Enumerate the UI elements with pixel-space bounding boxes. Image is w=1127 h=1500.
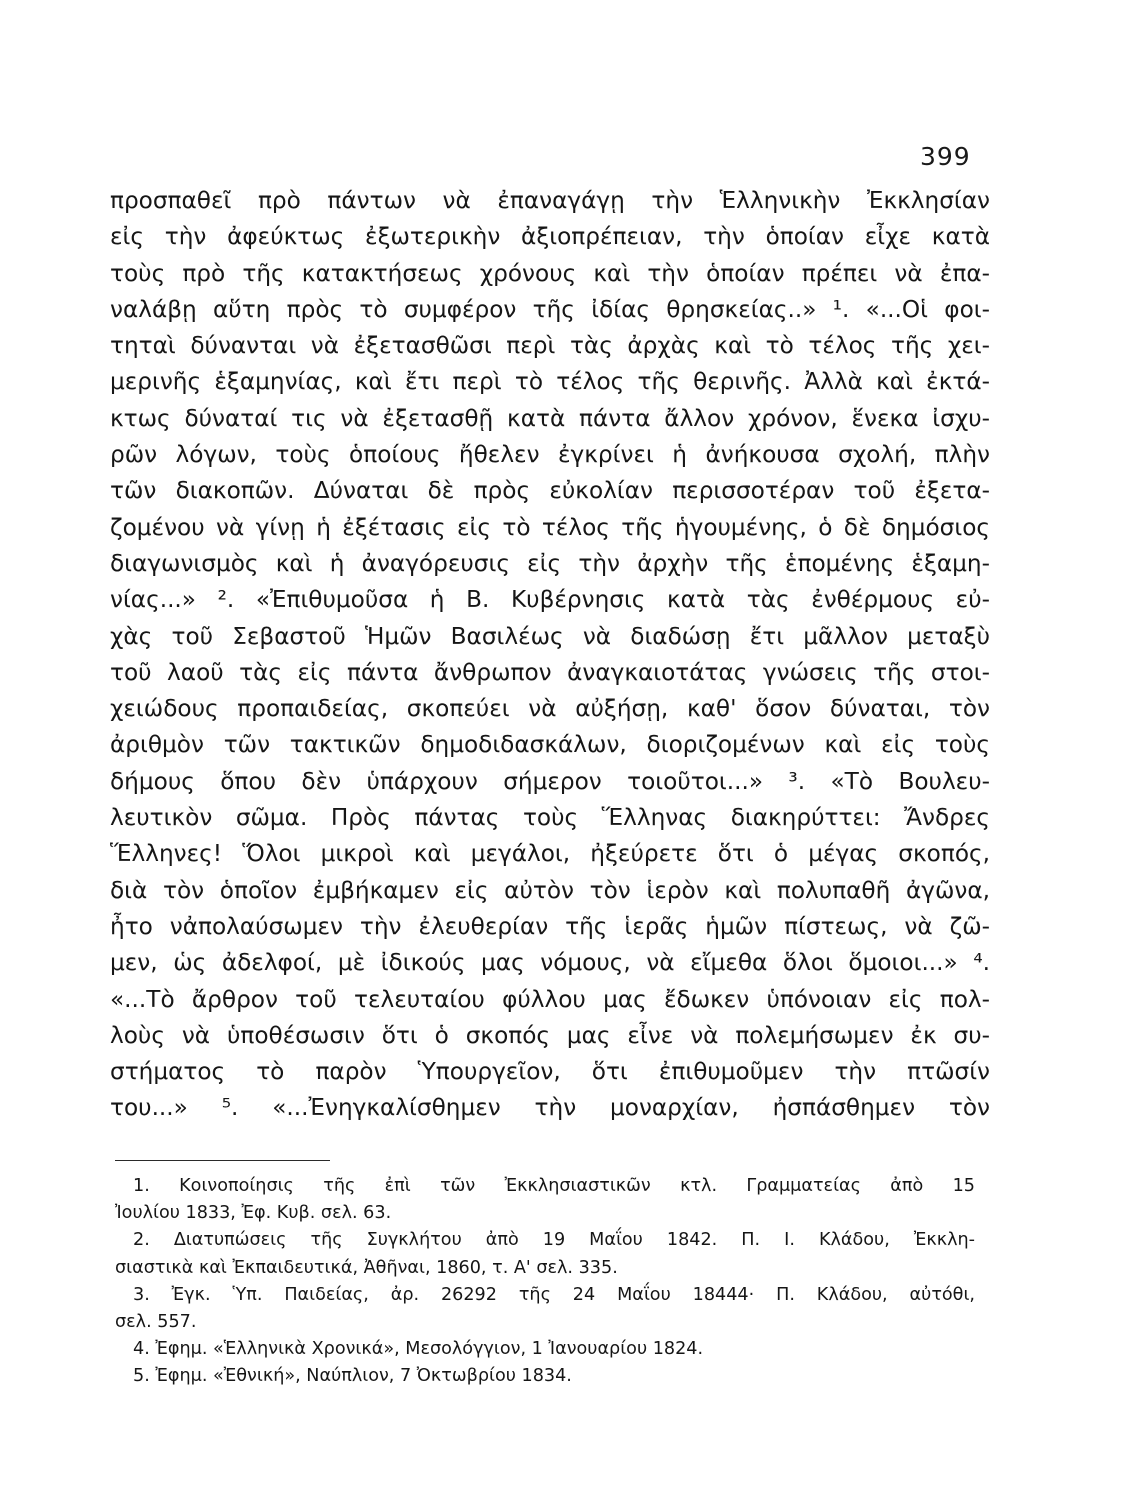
text-line: τηταὶ δύνανται νὰ ἐξετασθῶσι περὶ τὰς ἀρχὰς καὶ τὸ τέλος τῆς χει- bbox=[110, 332, 990, 360]
text-line: νίας...» ². «Ἐπιθυμοῦσα ἡ Β. Κυβέρνησις κατὰ τὰς ἐνθέρμους εὐ- bbox=[110, 586, 990, 614]
footnote-5: 5. Ἐφημ. «Ἐθνική», Ναύπλιον, 7 Ὀκτωβρίου 1834. bbox=[133, 1366, 572, 1387]
footnote-2-continued: σιαστικὰ καὶ Ἐκπαιδευτικά, Ἀθῆναι, 1860, τ. Α' σελ. 335. bbox=[115, 1257, 618, 1278]
text-line: χειώδους προπαιδείας, σκοπεύει νὰ αὐξήσῃ, καθ' ὅσον δύναται, τὸν bbox=[110, 695, 990, 723]
text-line: μεν, ὡς ἀδελφοί, μὲ ἰδικούς μας νόμους, νὰ εἴμεθα ὅλοι ὅμοιοι...» ⁴. bbox=[110, 949, 990, 977]
text-line: μερινῆς ἑξαμηνίας, καὶ ἔτι περὶ τὸ τέλος τῆς θερινῆς. Ἀλλὰ καὶ ἐκτά- bbox=[110, 368, 990, 396]
text-line: Ἕλληνες! Ὅλοι μικροὶ καὶ μεγάλοι, ἠξεύρετε ὅτι ὁ μέγας σκοπός, bbox=[110, 840, 990, 868]
footnotes bbox=[115, 1173, 975, 1391]
footnote-1-continued: Ἰουλίου 1833, Ἐφ. Κυβ. σελ. 63. bbox=[115, 1203, 392, 1224]
text-line: δήμους ὅπου δὲν ὑπάρχουν σήμερον τοιοῦτοι...» ³. «Τὸ Βουλευ- bbox=[110, 767, 990, 795]
footnote-divider bbox=[115, 1160, 330, 1161]
text-line: λευτικὸν σῶμα. Πρὸς πάντας τοὺς Ἕλληνας διακηρύττει: Ἄνδρες bbox=[110, 804, 990, 832]
text-line: «...Τὸ ἄρθρον τοῦ τελευταίου φύλλου μας ἔδωκεν ὑπόνοιαν εἰς πολ- bbox=[110, 985, 990, 1013]
text-line: προσπαθεῖ πρὸ πάντων νὰ ἐπαναγάγῃ τὴν Ἑλληνικὴν Ἐκκλησίαν bbox=[110, 187, 990, 214]
main-text bbox=[110, 183, 990, 1127]
text-line: ἀριθμὸν τῶν τακτικῶν δημοδιδασκάλων, διοριζομένων καὶ εἰς τοὺς bbox=[110, 731, 990, 759]
footnote-3: 3. Ἐγκ. Ὑπ. Παιδείας, ἀρ. 26292 τῆς 24 Μαΐου 18444· Π. Κλάδου, αὐτόθι, bbox=[133, 1284, 975, 1305]
text-line: τῶν διακοπῶν. Δύναται δὲ πρὸς εὐκολίαν περισσοτέραν τοῦ ἐξετα- bbox=[110, 477, 990, 505]
text-line: ζομένου νὰ γίνῃ ἡ ἐξέτασις εἰς τὸ τέλος τῆς ἡγουμένης, ὁ δὲ δημόσιος bbox=[110, 513, 990, 541]
text-line: διὰ τὸν ὁποῖον ἐμβήκαμεν εἰς αὐτὸν τὸν ἱερὸν καὶ πολυπαθῆ ἀγῶνα, bbox=[110, 876, 990, 904]
footnote-3-continued: σελ. 557. bbox=[115, 1311, 197, 1332]
text-line: κτως δύναταί τις νὰ ἐξετασθῇ κατὰ πάντα ἄλλον χρόνον, ἕνεκα ἰσχυ- bbox=[110, 404, 990, 432]
text-line: ἦτο νἀπολαύσωμεν τὴν ἐλευθερίαν τῆς ἱερᾶς ἡμῶν πίστεως, νὰ ζῶ- bbox=[110, 912, 990, 940]
text-line: ναλάβῃ αὕτη πρὸς τὸ συμφέρον τῆς ἰδίας θρησκείας..» ¹. «...Οἱ φοι- bbox=[110, 295, 990, 323]
text-line: εἰς τὴν ἀφεύκτως ἐξωτερικὴν ἀξιοπρέπειαν, τὴν ὁποίαν εἶχε κατὰ bbox=[110, 223, 990, 251]
text-line: λοὺς νὰ ὑποθέσωσιν ὅτι ὁ σκοπός μας εἶνε νὰ πολεμήσωμεν ἐκ συ- bbox=[110, 1021, 990, 1049]
footnote-4: 4. Ἐφημ. «Ἑλληνικὰ Χρονικά», Μεσολόγγιον, 1 Ἰανουαρίου 1824. bbox=[133, 1339, 704, 1360]
text-line: του...» ⁵. «...Ἐνηγκαλίσθημεν τὴν μοναρχίαν, ἠσπάσθημεν τὸν bbox=[110, 1094, 990, 1122]
text-line: τοῦ λαοῦ τὰς εἰς πάντα ἄνθρωπον ἀναγκαιοτάτας γνώσεις τῆς στοι- bbox=[110, 658, 990, 686]
text-line: ρῶν λόγων, τοὺς ὁποίους ἤθελεν ἐγκρίνει ἡ ἀνήκουσα σχολή, πλὴν bbox=[110, 441, 990, 469]
text-line: στήματος τὸ παρὸν Ὑπουργεῖον, ὅτι ἐπιθυμοῦμεν τὴν πτῶσίν bbox=[110, 1058, 990, 1086]
page-number: 399 bbox=[920, 142, 971, 171]
footnote-2: 2. Διατυπώσεις τῆς Συγκλήτου ἀπὸ 19 Μαΐου 1842. Π. Ι. Κλάδου, Ἐκκλη- bbox=[133, 1230, 975, 1251]
text-line: τοὺς πρὸ τῆς κατακτήσεως χρόνους καὶ τὴν ὁποίαν πρέπει νὰ ἐπα- bbox=[110, 259, 990, 287]
text-line: διαγωνισμὸς καὶ ἡ ἀναγόρευσις εἰς τὴν ἀρχὴν τῆς ἑπομένης ἑξαμη- bbox=[110, 549, 990, 577]
text-line: χὰς τοῦ Σεβαστοῦ Ἡμῶν Βασιλέως νὰ διαδώσῃ ἔτι μᾶλλον μεταξὺ bbox=[110, 622, 990, 650]
footnote-1: 1. Κοινοποίησις τῆς ἐπὶ τῶν Ἐκκλησιαστικῶν κτλ. Γραμματείας ἀπὸ 15 bbox=[133, 1176, 975, 1196]
